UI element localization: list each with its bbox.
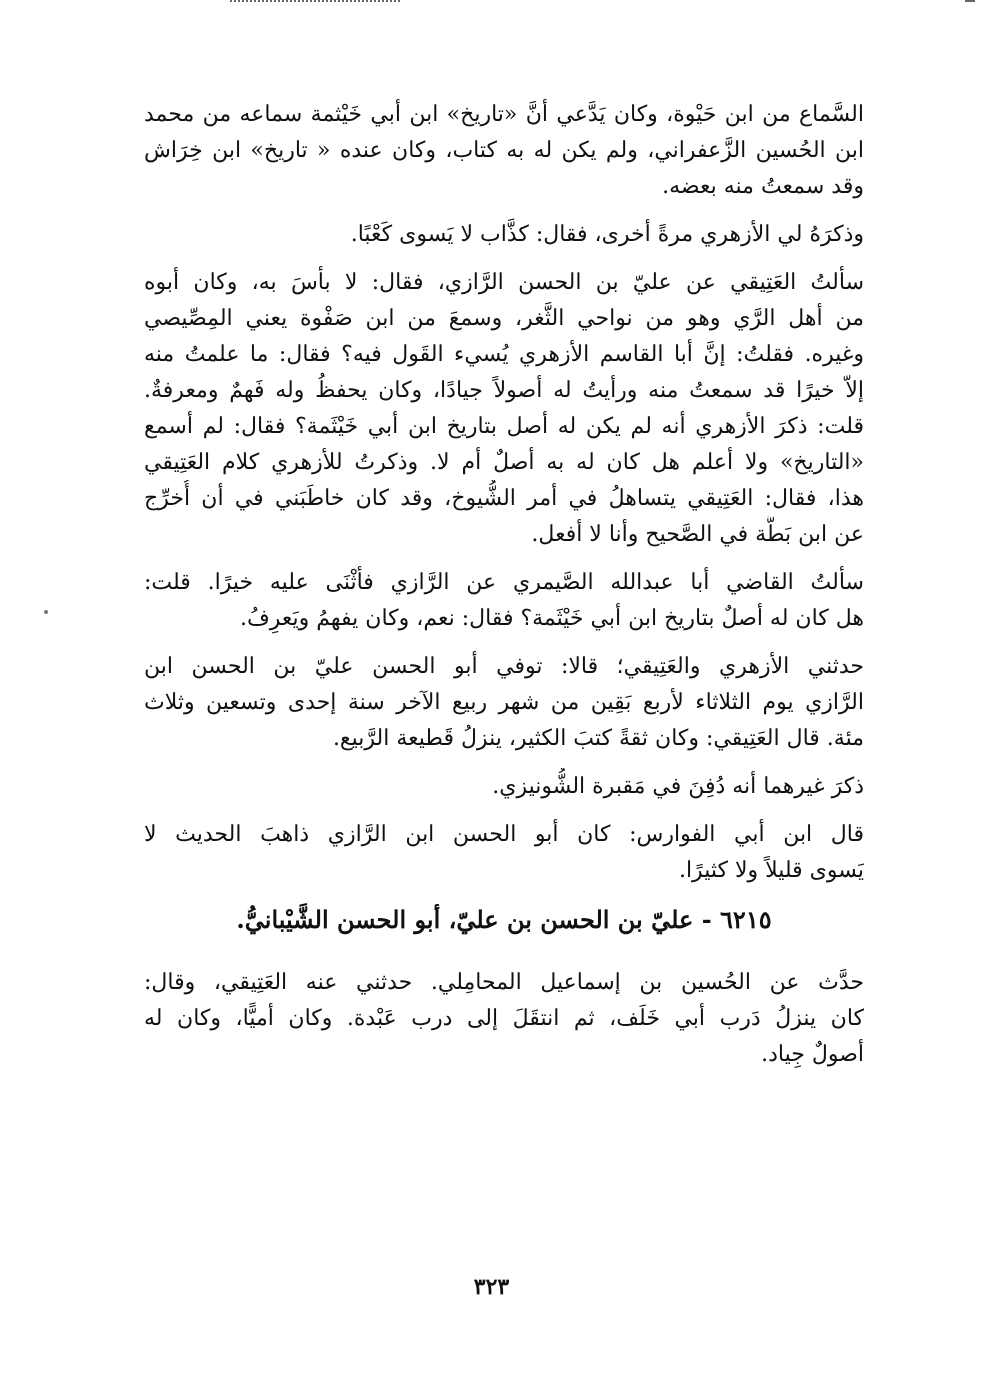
text-line: من أهل الرَّي وهو من نواحي الثَّغر، وسمعَ من ابن صَفْوة يعني المِصِّيصي <box>144 306 864 331</box>
text-line: قال ابن أبي الفوارس: كان أبو الحسن ابن الرَّازي ذاهبَ الحديث لا <box>144 822 864 847</box>
paragraph-5 <box>144 648 864 756</box>
text-line: حدثني الأزهري والعَتِيقي؛ قالا: توفي أبو الحسن عليّ بن الحسن ابن <box>144 654 864 679</box>
text-line: وذكرَهُ لي الأزهري مرةً أخرى، فقال: كذَّاب لا يَسوى كَعْبًا. <box>350 222 864 247</box>
paragraph-3 <box>144 264 864 552</box>
scan-corner-mark <box>965 0 975 8</box>
paragraph-7 <box>144 816 864 888</box>
paragraph-4 <box>144 564 864 636</box>
paragraph-1 <box>144 96 864 204</box>
text-line: حدَّث عن الحُسين بن إسماعيل المحامِلي. حدثني عنه العَتِيقي، وقال: <box>144 970 864 995</box>
body-text <box>144 96 864 1084</box>
scan-top-mark <box>230 0 400 8</box>
text-line: الرَّازي يوم الثلاثاء لأربع بَقِين من شهر ربيع الآخر سنة إحدى وتسعين وثلاث <box>144 690 864 715</box>
text-line: وغيره. فقلتُ: إنَّ أبا القاسم الأزهري يُسيء القَول فيه؟ فقال: ما علمتُ منه <box>144 342 864 367</box>
text-line: ابن الحُسين الزَّعفراني، ولم يكن له به كتاب، وكان عنده « تاريخ» ابن خِرَاش <box>144 138 864 163</box>
text-line: هذا، فقال: العَتِيقي يتساهلُ في أمر الشُّيوخ، وقد كان خاطَبَني في أن أُخرِّج <box>144 486 864 511</box>
text-line: سألتُ القاضي أبا عبدالله الصَّيمري عن الرَّازي فأثْنَى عليه خيرًا. قلت: <box>144 570 864 595</box>
text-line: هل كان له أصلٌ بتاريخ ابن أبي خَيْثَمة؟ فقال: نعم، وكان يفهمُ ويَعرِفُ. <box>239 606 864 631</box>
page-number: ٣٢٣ <box>473 1274 510 1300</box>
text-line: ذكرَ غيرهما أنه دُفِنَ في مَقبرة الشُّونيزي. <box>492 774 864 799</box>
text-line: مئة. قال العَتِيقي: وكان ثقةً كتبَ الكثير، ينزلُ قَطيعة الرَّبيع. <box>332 726 864 751</box>
text-line: وقد سمعتُ منه بعضه. <box>662 174 864 199</box>
paragraph-8 <box>144 964 864 1072</box>
text-line: السَّماع من ابن حَيْوة، وكان يَدَّعي أنَّ «تاريخ» ابن أبي خَيْثمة سماعه من محمد <box>144 102 864 127</box>
text-line: قلت: ذكرَ الأزهري أنه لم يكن له أصل بتاريخ ابن أبي خَيْثَمة؟ فقال: لم أسمع <box>144 414 864 439</box>
entry-heading: ٦٢١٥ - عليّ بن الحسن بن عليّ، أبو الحسن الشَّيْبانيُّ. <box>236 905 772 934</box>
scan-dot-mark <box>44 610 48 614</box>
text-line: كان ينزلُ دَرب أبي خَلَف، ثم انتقَلَ إلى درب عَبْدة. وكان أميًّا، وكان له <box>144 1006 864 1031</box>
paragraph-2 <box>144 216 864 252</box>
text-line: إلاّ خيرًا قد سمعتُ منه ورأيتُ له أصولاً جيادًا، وكان يحفظُ وله فَهمٌ ومعرفةٌ. <box>144 378 864 403</box>
text-line: يَسوى قليلاً ولا كثيرًا. <box>678 858 864 883</box>
paragraph-6 <box>144 768 864 804</box>
text-line: أصولٌ جِياد. <box>761 1042 864 1067</box>
text-line: عن ابن بَطَّة في الصَّحيح وأنا لا أفعل. <box>531 522 864 547</box>
text-line: سألتُ العَتِيقي عن عليّ بن الحسن الرَّازي، فقال: لا بأسَ به، وكان أبوه <box>144 270 864 295</box>
text-line: «التاريخ» ولا أعلم هل كان له به أصلٌ أم لا. وذكرتُ للأزهري كلام العَتِيقي <box>144 450 864 475</box>
